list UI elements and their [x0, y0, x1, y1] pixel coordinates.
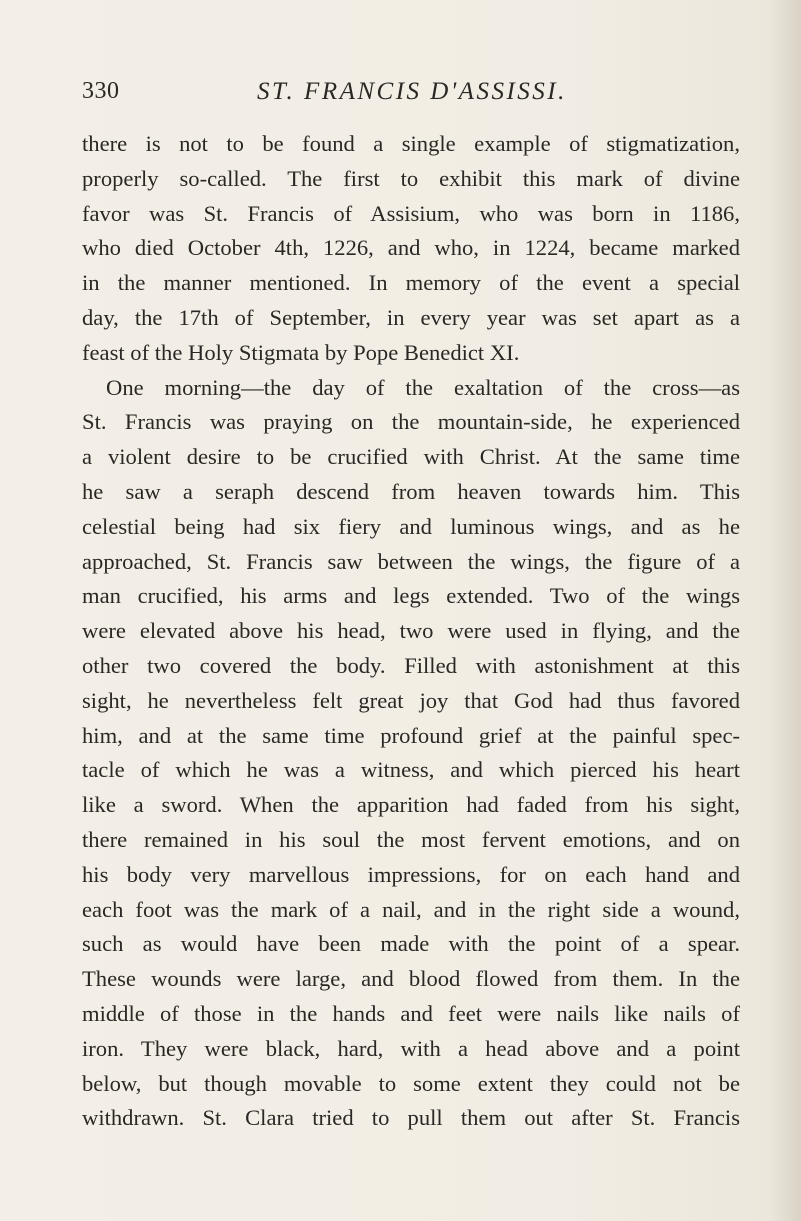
text-line: St. Francis was praying on the mountain-side, he experienced — [82, 409, 740, 435]
text-line: he saw a seraph descend from heaven towards him. This — [82, 478, 740, 504]
running-title: ST. FRANCIS D'ASSISSI. — [257, 78, 567, 105]
text-line: who died October 4th, 1226, and who, in 1224, became marked — [82, 235, 740, 261]
text-line: such as would have been made with the point of a spear. — [82, 931, 740, 957]
paragraph-first-line: One morning—the day of the exaltation of the cross—as — [106, 374, 740, 400]
text-line: other two covered the body. Filled with astonishment at this — [82, 652, 740, 678]
text-line: withdrawn. St. Clara tried to pull them out after St. Francis — [82, 1105, 740, 1131]
text-line: tacle of which he was a witness, and which pierced his heart — [82, 757, 740, 783]
text-line: day, the 17th of September, in every year was set apart as a — [82, 304, 740, 330]
text-line: celestial being had six fiery and luminous wings, and as he — [82, 513, 740, 539]
text-line: feast of the Holy Stigmata by Pope Benedict XI. — [82, 339, 520, 365]
text-line: were elevated above his head, two were used in flying, and the — [82, 618, 740, 644]
text-line: approached, St. Francis saw between the wings, the figure of a — [82, 548, 740, 574]
text-line: him, and at the same time profound grief at the painful spec- — [82, 722, 740, 748]
text-line: his body very marvellous impressions, for on each hand and — [82, 861, 740, 887]
text-line: middle of those in the hands and feet were nails like nails of — [82, 1000, 740, 1026]
text-line: favor was St. Francis of Assisium, who was born in 1186, — [82, 200, 740, 226]
text-line: there is not to be found a single example of stigmatization, — [82, 131, 740, 156]
text-line: a violent desire to be crucified with Christ. At the same time — [82, 444, 740, 470]
page-number: 330 — [82, 78, 120, 104]
text-line: sight, he nevertheless felt great joy that God had thus favored — [82, 687, 740, 713]
text-line: properly so-called. The first to exhibit this mark of divine — [82, 165, 740, 191]
body-text — [82, 127, 740, 1136]
text-line: iron. They were black, hard, with a head above and a point — [82, 1035, 740, 1061]
text-line: there remained in his soul the most fervent emotions, and on — [82, 826, 740, 852]
text-line: These wounds were large, and blood flowed from them. In the — [82, 966, 740, 992]
text-line: each foot was the mark of a nail, and in the right side a wound, — [82, 896, 740, 922]
text-line: in the manner mentioned. In memory of the event a special — [82, 270, 740, 296]
text-line: man crucified, his arms and legs extended. Two of the wings — [82, 583, 740, 609]
page-header — [82, 78, 742, 112]
text-line: like a sword. When the apparition had faded from his sight, — [82, 792, 740, 818]
text-line: below, but though movable to some extent they could not be — [82, 1070, 740, 1096]
